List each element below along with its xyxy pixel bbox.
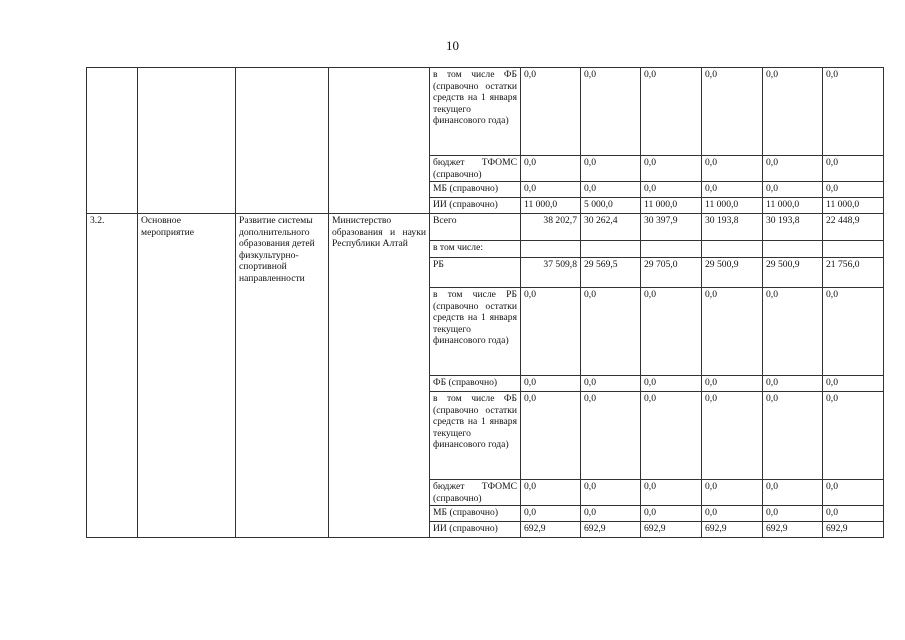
value-cell: 0,0 — [581, 156, 641, 182]
value-cell: 21 756,0 — [823, 258, 884, 288]
value-cell — [521, 241, 581, 258]
funding-source-cell: ФБ (справочно) — [430, 376, 521, 392]
value-cell: 11 000,0 — [763, 198, 823, 214]
value-cell: 0,0 — [763, 288, 823, 376]
value-cell: 0,0 — [641, 376, 702, 392]
value-cell: 0,0 — [823, 182, 884, 198]
funding-source-cell: МБ (справочно) — [430, 182, 521, 198]
value-cell: 0,0 — [702, 288, 763, 376]
funding-source-cell: ИИ (справочно) — [430, 198, 521, 214]
event-type-cell: Основное мероприятие — [138, 214, 236, 538]
funding-source-cell: в том числе РБ (справочно остатки средств на 1 января текущего финансового года) — [430, 288, 521, 376]
budget-table — [86, 67, 884, 538]
executor-cell: Министерство образования и науки Республики Алтай — [329, 214, 430, 538]
value-cell: 11 000,0 — [521, 198, 581, 214]
value-cell: 0,0 — [581, 392, 641, 480]
value-cell: 0,0 — [521, 392, 581, 480]
funding-source-cell: в том числе ФБ (справочно остатки средств на 1 января текущего финансового года) — [430, 392, 521, 480]
value-cell: 0,0 — [763, 156, 823, 182]
table-row — [87, 214, 884, 241]
value-cell — [823, 241, 884, 258]
value-cell: 0,0 — [581, 288, 641, 376]
value-cell: 692,9 — [581, 522, 641, 538]
value-cell: 5 000,0 — [581, 198, 641, 214]
value-cell — [702, 241, 763, 258]
value-cell: 0,0 — [581, 182, 641, 198]
value-cell: 0,0 — [581, 480, 641, 506]
funding-source-cell: в том числе: — [430, 241, 521, 258]
value-cell: 11 000,0 — [702, 198, 763, 214]
value-cell: 0,0 — [702, 376, 763, 392]
value-cell: 0,0 — [823, 68, 884, 156]
event-name-cell: Развитие системы дополнительного образования детей физкультурно-спортивной направленности — [236, 214, 329, 538]
value-cell: 692,9 — [763, 522, 823, 538]
value-cell: 22 448,9 — [823, 214, 884, 241]
value-cell: 30 262,4 — [581, 214, 641, 241]
funding-source-cell: Всего — [430, 214, 521, 241]
value-cell: 11 000,0 — [823, 198, 884, 214]
value-cell: 29 500,9 — [702, 258, 763, 288]
value-cell: 0,0 — [763, 68, 823, 156]
value-cell: 0,0 — [702, 506, 763, 522]
value-cell: 0,0 — [763, 480, 823, 506]
value-cell: 0,0 — [823, 376, 884, 392]
table-row — [87, 68, 884, 156]
value-cell: 0,0 — [521, 288, 581, 376]
value-cell: 0,0 — [641, 68, 702, 156]
funding-source-cell: бюджет ТФОМС (справочно) — [430, 156, 521, 182]
value-cell: 0,0 — [702, 182, 763, 198]
value-cell: 11 000,0 — [641, 198, 702, 214]
funding-source-cell: бюджет ТФОМС (справочно) — [430, 480, 521, 506]
value-cell: 0,0 — [763, 376, 823, 392]
value-cell: 0,0 — [521, 182, 581, 198]
value-cell: 0,0 — [641, 392, 702, 480]
funding-source-cell: ИИ (справочно) — [430, 522, 521, 538]
value-cell: 0,0 — [823, 506, 884, 522]
value-cell: 0,0 — [521, 480, 581, 506]
page-number: 10 — [446, 38, 459, 53]
value-cell: 0,0 — [702, 392, 763, 480]
empty-number-cell — [87, 68, 138, 214]
value-cell: 0,0 — [641, 506, 702, 522]
value-cell: 0,0 — [823, 480, 884, 506]
value-cell: 692,9 — [641, 522, 702, 538]
funding-source-cell: в том числе ФБ (справочно остатки средств на 1 января текущего финансового года) — [430, 68, 521, 156]
value-cell: 0,0 — [823, 288, 884, 376]
value-cell: 0,0 — [702, 156, 763, 182]
value-cell: 0,0 — [702, 68, 763, 156]
value-cell: 0,0 — [521, 68, 581, 156]
value-cell — [641, 241, 702, 258]
value-cell: 0,0 — [763, 182, 823, 198]
value-cell: 0,0 — [763, 506, 823, 522]
value-cell: 29 705,0 — [641, 258, 702, 288]
value-cell: 0,0 — [823, 392, 884, 480]
value-cell: 0,0 — [641, 156, 702, 182]
value-cell: 0,0 — [763, 392, 823, 480]
value-cell — [763, 241, 823, 258]
funding-source-cell: МБ (справочно) — [430, 506, 521, 522]
value-cell: 0,0 — [702, 480, 763, 506]
value-cell: 0,0 — [641, 288, 702, 376]
value-cell: 29 569,5 — [581, 258, 641, 288]
value-cell: 0,0 — [521, 376, 581, 392]
value-cell: 30 397,9 — [641, 214, 702, 241]
empty-executor-cell — [329, 68, 430, 214]
value-cell: 0,0 — [581, 68, 641, 156]
value-cell: 0,0 — [581, 376, 641, 392]
empty-type-cell — [138, 68, 236, 214]
value-cell — [581, 241, 641, 258]
value-cell: 29 500,9 — [763, 258, 823, 288]
value-cell: 692,9 — [702, 522, 763, 538]
value-cell: 0,0 — [581, 506, 641, 522]
value-cell: 30 193,8 — [702, 214, 763, 241]
value-cell: 0,0 — [641, 182, 702, 198]
value-cell: 30 193,8 — [763, 214, 823, 241]
value-cell: 38 202,7 — [521, 214, 581, 241]
value-cell: 0,0 — [823, 156, 884, 182]
value-cell: 0,0 — [521, 506, 581, 522]
funding-source-cell: РБ — [430, 258, 521, 288]
value-cell: 692,9 — [823, 522, 884, 538]
value-cell: 0,0 — [521, 156, 581, 182]
value-cell: 0,0 — [641, 480, 702, 506]
row-number-cell: 3.2. — [87, 214, 138, 538]
empty-name-cell — [236, 68, 329, 214]
value-cell: 692,9 — [521, 522, 581, 538]
value-cell: 37 509,8 — [521, 258, 581, 288]
